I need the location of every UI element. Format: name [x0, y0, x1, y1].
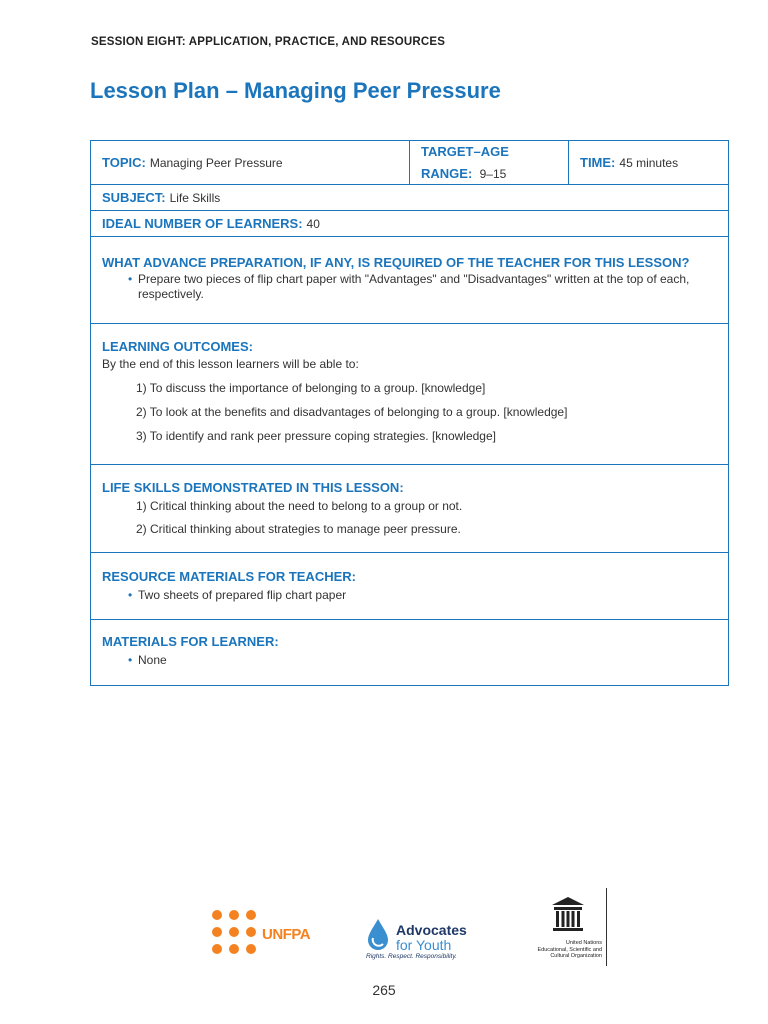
teacher-materials-section: [91, 552, 728, 619]
afy-name-line2: for Youth: [396, 937, 452, 953]
unesco-line3: Cultural Organization: [550, 953, 602, 959]
list-item: 1) Critical thinking about the need to belong to a group or not.: [136, 499, 463, 513]
learners-label: IDEAL NUMBER OF LEARNERS:: [102, 216, 303, 231]
unesco-caption: [522, 940, 602, 960]
unesco-temple-icon: [551, 896, 585, 934]
time-label: TIME:: [580, 155, 616, 170]
unesco-line2: Educational, Scientific and: [537, 946, 602, 953]
subject-label: SUBJECT:: [102, 190, 166, 205]
advocates-for-youth-logo: [365, 916, 475, 966]
learning-outcomes-list: [102, 381, 717, 443]
unfpa-logo: [212, 910, 312, 962]
range-label: RANGE:: [421, 165, 473, 181]
subject-value: Life Skills: [169, 190, 221, 205]
life-skills-title: LIFE SKILLS DEMONSTRATED IN THIS LESSON:: [102, 480, 404, 495]
water-drop-icon: [365, 918, 391, 952]
list-item: • None: [128, 653, 717, 668]
teacher-materials-list: [102, 588, 717, 603]
list-item: • Two sheets of prepared flip chart paper: [128, 588, 717, 603]
learner-materials-list: [102, 653, 717, 668]
list-item: 2) Critical thinking about strategies to manage peer pressure.: [136, 522, 461, 536]
session-header: SESSION EIGHT: APPLICATION, PRACTICE, AND RESOURCES: [91, 36, 446, 48]
advance-preparation-title: WHAT ADVANCE PREPARATION, IF ANY, IS REQUIRED OF THE TEACHER FOR THIS LESSON?: [102, 255, 690, 270]
learner-materials-section: [91, 619, 728, 685]
advance-preparation-section: [91, 236, 728, 323]
lesson-plan-table: [90, 140, 729, 686]
page-title: Lesson Plan – Managing Peer Pressure: [90, 78, 501, 103]
life-skills-list: [102, 499, 717, 536]
learning-outcomes-title: LEARNING OUTCOMES:: [102, 339, 253, 354]
page-number: 265: [372, 982, 396, 998]
learners-row: [91, 210, 728, 236]
target-age-label: TARGET–AGE: [421, 143, 509, 159]
topic-value: Managing Peer Pressure: [149, 155, 283, 170]
unesco-divider: [606, 888, 607, 966]
plan-row-overview: [91, 141, 728, 184]
learning-outcomes-section: [91, 323, 728, 464]
list-item: 3) To identify and rank peer pressure coping strategies. [knowledge]: [136, 429, 496, 443]
learners-value: 40: [306, 216, 320, 231]
topic-label: TOPIC:: [102, 155, 146, 170]
unfpa-wordmark: UNFPA: [262, 926, 311, 943]
time-cell: [568, 141, 728, 184]
life-skills-section: [91, 464, 728, 552]
learner-materials-title: MATERIALS FOR LEARNER:: [102, 634, 279, 649]
partner-logos: [210, 884, 610, 964]
target-age-value: 9–15: [479, 166, 507, 181]
list-item: • Prepare two pieces of flip chart paper with "Advantages" and "Disadvantages" written at the top of each, respectively.: [128, 272, 717, 302]
afy-name-line1: Advocates: [396, 922, 467, 938]
topic-cell: [91, 141, 409, 184]
afy-tagline: Rights. Respect. Responsibility.: [366, 953, 457, 960]
unfpa-dots-icon: [212, 910, 264, 962]
advance-preparation-list: [102, 272, 717, 302]
list-item: 2) To look at the benefits and disadvantages of belonging to a group. [knowledge]: [136, 405, 568, 419]
learning-outcomes-intro: By the end of this lesson learners will be able to:: [102, 357, 359, 371]
unesco-logo: [522, 888, 612, 964]
subject-row: [91, 184, 728, 210]
teacher-materials-title: RESOURCE MATERIALS FOR TEACHER:: [102, 569, 356, 584]
unesco-line1: United Nations: [565, 940, 602, 946]
list-item: 1) To discuss the importance of belonging to a group. [knowledge]: [136, 381, 486, 395]
time-value: 45 minutes: [619, 155, 679, 170]
target-age-cell: [409, 141, 568, 184]
